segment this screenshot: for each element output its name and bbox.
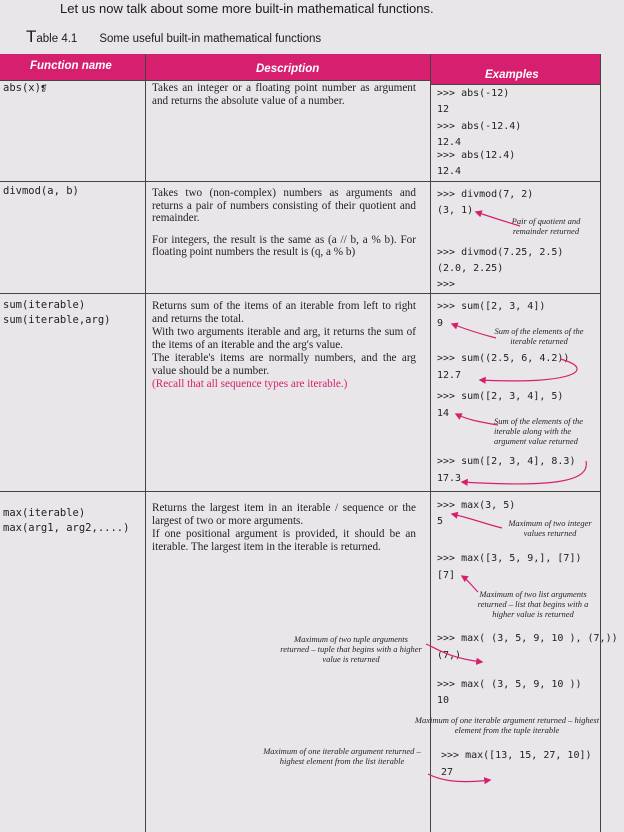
example-input: >>> xyxy=(437,279,456,290)
example-output: (7,) xyxy=(437,650,462,661)
example-output: 12.4 xyxy=(437,166,462,177)
row-abs-function xyxy=(3,81,47,96)
example-output: 9 xyxy=(437,318,444,329)
annotation: Maximum of one iterable argument returned – highest element from the tuple iterable xyxy=(414,715,600,735)
caption-label-initial: T xyxy=(26,27,37,46)
example-input: >>> sum([2, 3, 4], 5) xyxy=(437,391,564,402)
example-input: >>> divmod(7.25, 2.5) xyxy=(437,247,564,258)
intro-text: Let us now talk about some more built-in mathematical functions. xyxy=(60,1,434,16)
annotation: Pair of quotient and remainder returned xyxy=(511,216,581,236)
function-name: abs(x)❡ xyxy=(3,82,48,94)
description-paragraph: With two arguments iterable and arg, it returns the sum of the items of an iterable and the arg's value. xyxy=(152,326,416,351)
function-name: sum(iterable) xyxy=(3,299,86,311)
example-input: >>> sum((2.5, 6, 4.2)) xyxy=(437,353,570,364)
row-divmod-function xyxy=(3,184,79,199)
description-paragraph: The iterable's items are normally numbers, and the arg value should be a number. xyxy=(152,352,416,377)
example-input: >>> max(3, 5) xyxy=(437,500,516,511)
example-input: >>> abs(-12.4) xyxy=(437,121,522,132)
caption-title: Some useful built-in mathematical functions xyxy=(99,33,322,45)
example-output: 10 xyxy=(437,695,450,706)
description-paragraph: For integers, the result is the same as (a // b, a % b). For floating point numbers the result is (q, a % b) xyxy=(152,233,416,258)
function-name: max(arg1, arg2,....) xyxy=(3,522,130,534)
functions-table xyxy=(0,50,624,832)
annotation: Maximum of two tuple arguments returned – tuple that begins with a higher value is returned xyxy=(280,634,422,664)
row-max-function xyxy=(3,506,129,536)
function-name: divmod(a, b) xyxy=(3,185,79,197)
annotation: Maximum of two integer values returned xyxy=(508,518,592,538)
arrow-icon xyxy=(428,774,490,782)
example-input: >>> abs(-12) xyxy=(437,88,510,99)
description-paragraph: If one positional argument is provided, it should be an iterable. The largest item in the iterable is returned. xyxy=(152,528,416,553)
row-max-description xyxy=(152,502,416,559)
row-sum-function xyxy=(3,298,110,328)
example-output: 5 xyxy=(437,516,444,527)
example-output: (3, 1) xyxy=(437,205,474,216)
row-sum-description xyxy=(152,300,416,397)
header-examples-cell xyxy=(431,54,600,84)
example-output: 27 xyxy=(441,767,454,778)
annotation: Sum of the elements of the iterable along with the argument value returned xyxy=(494,416,583,446)
table-right-border xyxy=(600,54,601,832)
description-paragraph: Returns the largest item in an iterable / sequence or the largest of two or more arguments. xyxy=(152,502,416,527)
header-function-cell xyxy=(0,54,145,80)
example-input: >>> max([3, 5, 9,], [7]) xyxy=(437,553,582,564)
example-output: 12.7 xyxy=(437,370,462,381)
example-input: >>> sum([2, 3, 4], 8.3) xyxy=(437,456,576,467)
example-input: >>> divmod(7, 2) xyxy=(437,189,534,200)
example-output: 14 xyxy=(437,408,450,419)
header-description: Description xyxy=(256,63,320,75)
header-divider xyxy=(430,84,600,85)
row-divider xyxy=(0,293,600,294)
description-note: (Recall that all sequence types are iterable.) xyxy=(152,378,348,390)
row-divider xyxy=(0,491,600,492)
annotation: Maximum of two list arguments returned – list that begins with a higher value is returned xyxy=(477,589,589,619)
header-description-cell xyxy=(146,54,430,80)
description-paragraph: Takes an integer or a floating point number as argument and returns the absolute value of a number. xyxy=(152,82,416,107)
function-name: sum(iterable,arg) xyxy=(3,314,111,326)
example-input: >>> max( (3, 5, 9, 10 )) xyxy=(437,679,582,690)
row-abs-description xyxy=(152,82,416,113)
header-function: Function name xyxy=(30,60,112,72)
column-divider xyxy=(145,54,146,832)
row-divider xyxy=(0,181,600,182)
description-paragraph: Returns sum of the items of an iterable from left to right and returns the total. xyxy=(152,300,416,325)
function-name: max(iterable) xyxy=(3,507,86,519)
row-divmod-description xyxy=(152,187,416,265)
example-output: 12.4 xyxy=(437,137,462,148)
table-caption xyxy=(26,27,321,47)
annotation: Maximum of one iterable argument returned – highest element from the list iterable xyxy=(263,746,421,766)
description-paragraph: Takes two (non-complex) numbers as arguments and returns a pair of numbers consisting of their quotient and remainder. xyxy=(152,187,416,224)
header-divider xyxy=(0,80,430,81)
example-output: (2.0, 2.25) xyxy=(437,263,504,274)
arrow-icon xyxy=(452,514,502,528)
caption-label: able 4.1 xyxy=(36,33,78,45)
header-examples: Examples xyxy=(485,69,539,81)
arrow-icon xyxy=(456,414,498,425)
example-input: >>> sum([2, 3, 4]) xyxy=(437,301,546,312)
example-input: >>> abs(12.4) xyxy=(437,150,516,161)
example-output: 12 xyxy=(437,104,450,115)
example-output: 17.3 xyxy=(437,473,462,484)
annotation: Sum of the elements of the iterable returned xyxy=(494,326,584,346)
example-input: >>> max([13, 15, 27, 10]) xyxy=(441,750,592,761)
example-output: [7] xyxy=(437,570,456,581)
example-input: >>> max( (3, 5, 9, 10 ), (7,)) xyxy=(437,633,618,644)
